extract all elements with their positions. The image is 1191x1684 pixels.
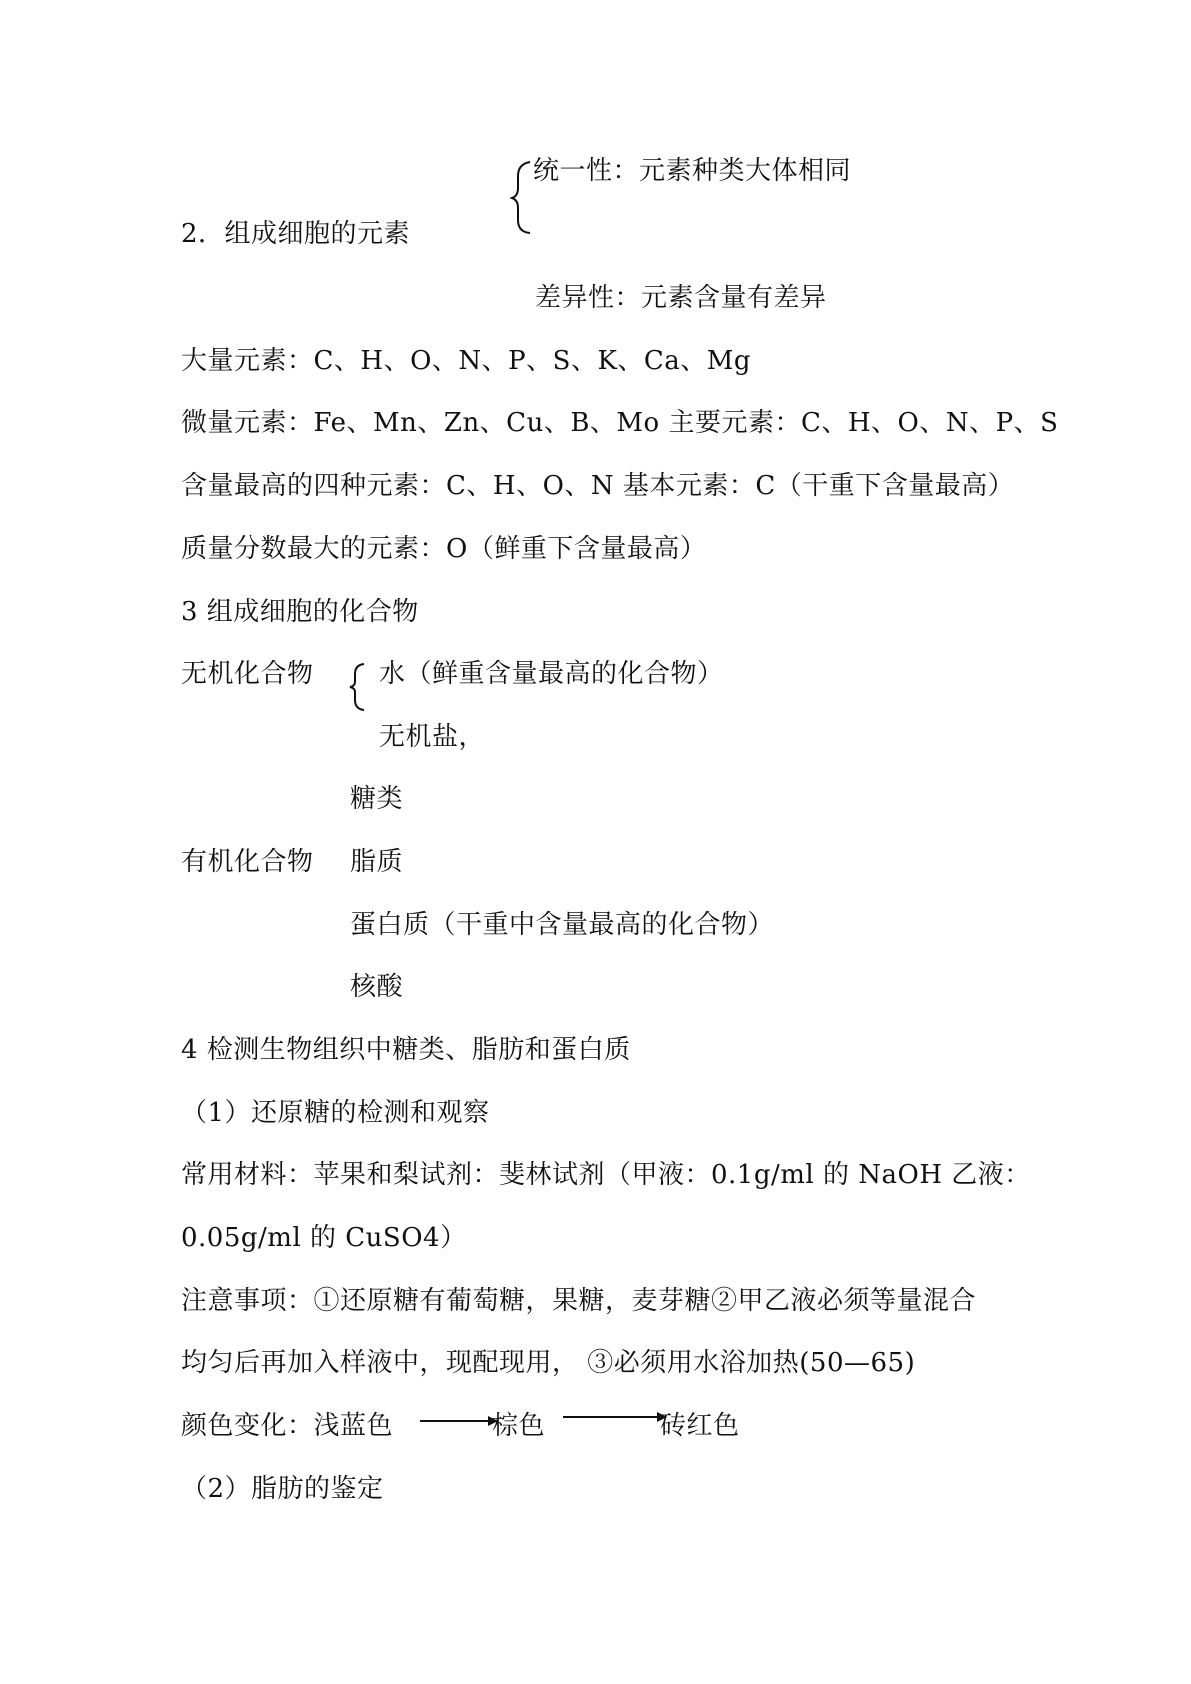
color-change-mid: 棕色 bbox=[492, 1411, 546, 1441]
section3-heading: 3 组成细胞的化合物 bbox=[181, 597, 419, 627]
max-mass-element: 质量分数最大的元素：O（鲜重下含量最高） bbox=[181, 534, 707, 564]
brace-icon bbox=[510, 160, 534, 235]
micro-elements: 微量元素：Fe、Mn、Zn、Cu、B、Mo 主要元素：C、H、O、N、P、S bbox=[181, 408, 1059, 438]
difference-line: 差异性：元素含量有差异 bbox=[535, 283, 827, 313]
organic-label: 有机化合物 bbox=[181, 847, 314, 877]
macro-elements: 大量元素：C、H、O、N、P、S、K、Ca、Mg bbox=[181, 346, 752, 376]
subsection-2: （2）脂肪的鉴定 bbox=[181, 1474, 384, 1504]
lipid-item: 脂质 bbox=[350, 847, 404, 877]
subsection-1: （1）还原糖的检测和观察 bbox=[181, 1098, 490, 1128]
arrow-icon bbox=[563, 1410, 669, 1424]
section2-heading: 2．组成细胞的元素 bbox=[181, 219, 411, 249]
notes-line-2: 均匀后再加入样液中，现配现用， ③必须用水浴加热(50—65) bbox=[181, 1348, 916, 1378]
sugar-item: 糖类 bbox=[350, 784, 404, 814]
top-four-elements: 含量最高的四种元素：C、H、O、N 基本元素：C（干重下含量最高） bbox=[181, 471, 1015, 501]
unity-line: 统一性：元素种类大体相同 bbox=[533, 156, 852, 186]
color-change-end: 砖红色 bbox=[660, 1411, 740, 1441]
materials-line-2: 0.05g/ml 的 CuSO4） bbox=[181, 1223, 467, 1253]
water-item: 水（鲜重含量最高的化合物） bbox=[379, 659, 724, 689]
notes-line-1: 注意事项：①还原糖有葡萄糖，果糖，麦芽糖②甲乙液必须等量混合 bbox=[181, 1286, 977, 1316]
nucleic-item: 核酸 bbox=[350, 972, 404, 1002]
salt-item: 无机盐， bbox=[379, 722, 486, 752]
inorganic-label: 无机化合物 bbox=[181, 659, 314, 689]
arrow-icon bbox=[420, 1414, 500, 1428]
materials-line-1: 常用材料：苹果和梨试剂：斐林试剂（甲液：0.1g/ml 的 NaOH 乙液： bbox=[181, 1160, 1031, 1190]
protein-item: 蛋白质（干重中含量最高的化合物） bbox=[350, 910, 775, 940]
color-change-prefix: 颜色变化：浅蓝色 bbox=[181, 1411, 394, 1441]
brace-icon bbox=[348, 662, 368, 712]
section4-heading: 4 检测生物组织中糖类、脂肪和蛋白质 bbox=[181, 1035, 631, 1065]
